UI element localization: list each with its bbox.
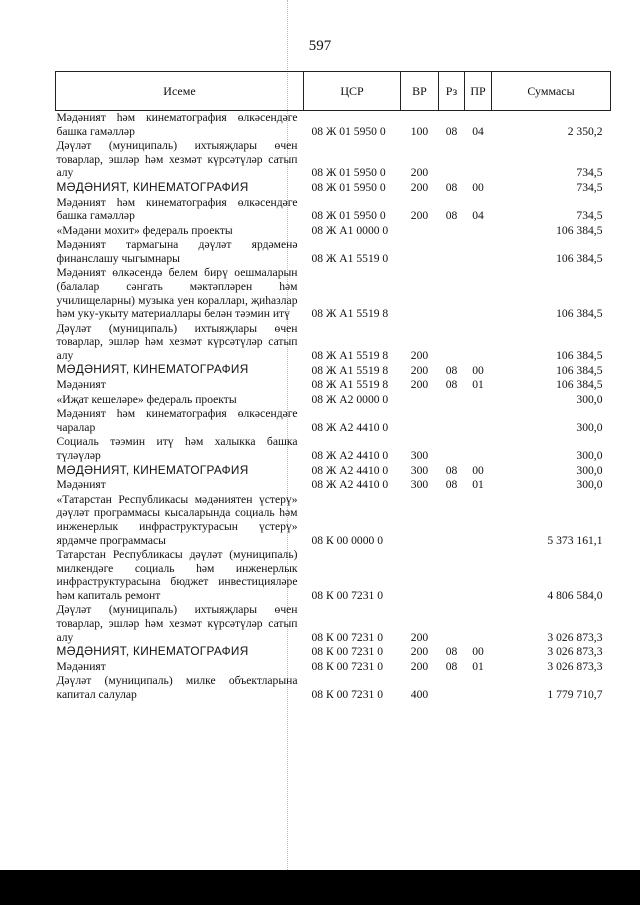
table-row [56, 478, 611, 493]
cell-rz: 08 [445, 463, 458, 477]
cell-name: МӘДӘНИЯТ, КИНЕМАТОГРАФИЯ [56, 179, 249, 194]
cell-pr [465, 139, 492, 181]
cell-pr: 00 [472, 363, 484, 377]
cell-sum: 106 384,5 [556, 348, 603, 362]
table-row [56, 548, 611, 603]
cell-sum: 300,0 [576, 392, 603, 406]
cell-vr: 200 [410, 181, 429, 195]
table-row [56, 238, 611, 266]
cell-pr [465, 322, 492, 364]
cell-sum: 734,5 [576, 166, 603, 180]
cell-csr: 08 Ж 01 5950 0 [311, 166, 386, 180]
cell-name: Мәдәният һәм кинематография өлкәсендәге башка гамәлләр [56, 195, 298, 223]
cell-name: МӘДӘНИЯТ, КИНЕМАТОГРАФИЯ [56, 644, 249, 659]
cell-sum: 106 384,5 [556, 363, 603, 377]
cell-sum: 300,0 [576, 478, 603, 492]
table-body [56, 111, 611, 703]
cell-vr: 100 [410, 124, 429, 138]
cell-rz: 08 [445, 363, 458, 377]
cell-name: «Татарстан Республикасы мәдәниятен үстерү» дәүләт программасы кысаларында социаль һәм инженерлык инфраструктурасын үстерү» ярдәмче программасы [56, 492, 298, 547]
cell-csr: 08 Ж А1 5519 8 [311, 348, 389, 362]
cell-sum: 106 384,5 [556, 307, 603, 321]
table-row [56, 181, 611, 196]
cell-csr: 08 К 00 7231 0 [311, 645, 383, 659]
cell-rz: 08 [445, 659, 458, 673]
cell-sum: 4 806 584,0 [547, 588, 603, 602]
cell-csr: 08 К 00 7231 0 [311, 630, 383, 644]
cell-csr: 08 Ж А2 4410 0 [311, 478, 389, 492]
cell-csr: 08 К 00 7231 0 [311, 659, 383, 673]
cell-rz: 08 [445, 478, 458, 492]
cell-name: Дәүләт (муниципаль) ихтыяҗлары өчен товарлар, эшләр һәм хезмәт күрсәтүләр сатып алу [56, 603, 298, 644]
cell-pr: 04 [472, 124, 484, 138]
cell-rz [439, 493, 465, 548]
cell-vr: 200 [410, 630, 429, 644]
table-row [56, 196, 611, 224]
cell-sum: 300,0 [576, 448, 603, 462]
cell-name: Татарстан Республикасы дәүләт (муниципаль) милкендәге социаль һәм инженерлык инфраструктурасына бюджет инвестицияләре һәм капиталь ремонт [56, 548, 298, 602]
cell-vr: 300 [410, 448, 429, 462]
table-row [56, 139, 611, 181]
cell-vr: 300 [410, 478, 429, 492]
cell-sum: 106 384,5 [556, 251, 603, 265]
cell-sum: 3 026 873,3 [547, 630, 603, 644]
cell-name: Мәдәният тармагына дәүләт ярдәменә финанслашу чыгымнары [56, 238, 298, 265]
cell-pr: 01 [472, 659, 484, 673]
cell-vr [401, 407, 439, 435]
cell-vr: 200 [410, 378, 429, 392]
cell-rz [439, 224, 465, 239]
cell-rz: 08 [445, 124, 458, 138]
cell-rz [439, 674, 465, 702]
cell-rz: 08 [445, 209, 458, 223]
cell-csr: 08 Ж А1 5519 8 [311, 307, 389, 321]
cell-sum: 106 384,5 [556, 223, 603, 237]
cell-vr: 200 [410, 209, 429, 223]
cell-rz [439, 139, 465, 181]
cell-pr: 01 [472, 478, 484, 492]
cell-csr: 08 Ж А2 4410 0 [311, 420, 389, 434]
cell-pr: 01 [472, 378, 484, 392]
table-row [56, 493, 611, 548]
cell-rz [439, 548, 465, 603]
cell-name: Мәдәният һәм кинематография өлкәсендәге чаралар [56, 407, 298, 434]
header-row [56, 72, 611, 111]
cell-name: Мәдәният һәм кинематография өлкәсендәге башка гамәлләр [56, 111, 298, 138]
page-number: 597 [308, 38, 332, 54]
cell-pr [465, 266, 492, 321]
cell-sum: 300,0 [576, 420, 603, 434]
table-row [56, 378, 611, 393]
header-rz: Рз [439, 72, 465, 111]
cell-vr: 200 [410, 363, 429, 377]
cell-rz [439, 322, 465, 364]
cell-sum: 734,5 [576, 209, 603, 223]
table-row [56, 224, 611, 239]
cell-vr: 200 [410, 348, 429, 362]
table-row [56, 266, 611, 321]
cell-vr [401, 393, 439, 408]
table-row [56, 393, 611, 408]
cell-pr [465, 435, 492, 463]
cell-csr: 08 К 00 7231 0 [311, 588, 383, 602]
cell-pr [465, 493, 492, 548]
cell-csr: 08 Ж А2 4410 0 [311, 463, 389, 477]
cell-vr [401, 238, 439, 266]
header-sum: Суммасы [492, 72, 611, 111]
cell-name: МӘДӘНИЯТ, КИНЕМАТОГРАФИЯ [56, 362, 249, 377]
table-row [56, 322, 611, 364]
cell-rz [439, 407, 465, 435]
cell-vr: 300 [410, 463, 429, 477]
cell-pr [465, 407, 492, 435]
cell-csr: 08 Ж А1 5519 8 [311, 378, 389, 392]
cell-vr: 400 [410, 688, 429, 701]
cell-sum: 2 350,2 [567, 124, 603, 138]
cell-name: Социаль тәэмин итү һәм халыкка башка түләүләр [56, 435, 298, 462]
cell-pr [465, 674, 492, 702]
cell-csr: 08 Ж А1 0000 0 [311, 223, 389, 237]
cell-pr: 00 [472, 645, 484, 659]
cell-pr [465, 238, 492, 266]
cell-rz: 08 [445, 645, 458, 659]
cell-name: Дәүләт (муниципаль) ихтыяҗлары өчен товарлар, эшләр һәм хезмәт күрсәтүләр сатып алу [56, 321, 298, 362]
table-row [56, 407, 611, 435]
cell-name: Дәүләт (муниципаль) ихтыяҗлары өчен товарлар, эшләр һәм хезмәт күрсәтүләр сатып алу [56, 139, 298, 180]
budget-table [55, 71, 611, 703]
cell-rz [439, 266, 465, 321]
cell-csr: 08 К 00 7231 0 [311, 688, 383, 701]
cell-name: Дәүләт (муниципаль) милке объектларына капитал салулар [56, 674, 298, 701]
header-vr: ВР [401, 72, 439, 111]
cell-pr: 04 [472, 209, 484, 223]
cell-vr [401, 493, 439, 548]
cell-vr [401, 548, 439, 603]
scan-bottom-edge [0, 870, 640, 905]
cell-pr [465, 603, 492, 645]
cell-csr: 08 Ж 01 5950 0 [311, 209, 386, 223]
cell-name: Мәдәният [56, 478, 106, 492]
cell-vr [401, 224, 439, 239]
cell-rz [439, 238, 465, 266]
header-pr: ПР [465, 72, 492, 111]
cell-pr [465, 548, 492, 603]
cell-sum: 3 026 873,3 [547, 659, 603, 673]
cell-sum: 734,5 [576, 181, 603, 195]
cell-csr: 08 Ж А1 5519 8 [311, 363, 389, 377]
cell-vr [401, 266, 439, 321]
cell-name: «Иҗат кешеләре» федераль проекты [56, 392, 237, 406]
cell-rz [439, 435, 465, 463]
table-row [56, 435, 611, 463]
table-row [56, 660, 611, 675]
cell-csr: 08 Ж 01 5950 0 [311, 181, 386, 195]
cell-csr: 08 Ж А2 4410 0 [311, 448, 389, 462]
cell-rz [439, 393, 465, 408]
cell-pr: 00 [472, 463, 484, 477]
cell-sum: 5 373 161,1 [547, 533, 603, 547]
cell-pr [465, 224, 492, 239]
cell-sum: 3 026 873,3 [547, 645, 603, 659]
header-name: Исеме [56, 72, 304, 111]
header-csr: ЦСР [304, 72, 401, 111]
cell-sum: 300,0 [576, 463, 603, 477]
cell-sum: 1 779 710,7 [547, 688, 603, 701]
cell-sum: 106 384,5 [556, 378, 603, 392]
table-row [56, 464, 611, 479]
table-row [56, 603, 611, 645]
cell-name: Мәдәният өлкәсендә белем бирү оешмаларын (балалар сәнгать мәктәпләрен һәм училищеларны) музыка уен коралларı, җиһазлар һәм уку-укыту материаллары белән тәэмин итү [56, 266, 298, 321]
cell-pr [465, 393, 492, 408]
cell-name: Мәдәният [56, 378, 106, 392]
cell-csr: 08 Ж А1 5519 0 [311, 251, 389, 265]
cell-rz: 08 [445, 378, 458, 392]
cell-vr: 200 [410, 645, 429, 659]
table-row [56, 363, 611, 378]
cell-name: Мәдәният [56, 659, 106, 673]
cell-vr: 200 [410, 659, 429, 673]
cell-name: «Мәдәни мохит» федераль проекты [56, 223, 233, 237]
table-row [56, 645, 611, 660]
cell-vr: 200 [410, 166, 429, 180]
table-header [56, 72, 611, 111]
cell-rz: 08 [445, 181, 458, 195]
cell-csr: 08 Ж 01 5950 0 [311, 124, 386, 138]
cell-pr: 00 [472, 181, 484, 195]
cell-csr: 08 К 00 0000 0 [311, 533, 383, 547]
cell-name: МӘДӘНИЯТ, КИНЕМАТОГРАФИЯ [56, 462, 249, 477]
table-row [56, 674, 611, 702]
table-row [56, 111, 611, 140]
cell-csr: 08 Ж А2 0000 0 [311, 392, 389, 406]
cell-rz [439, 603, 465, 645]
